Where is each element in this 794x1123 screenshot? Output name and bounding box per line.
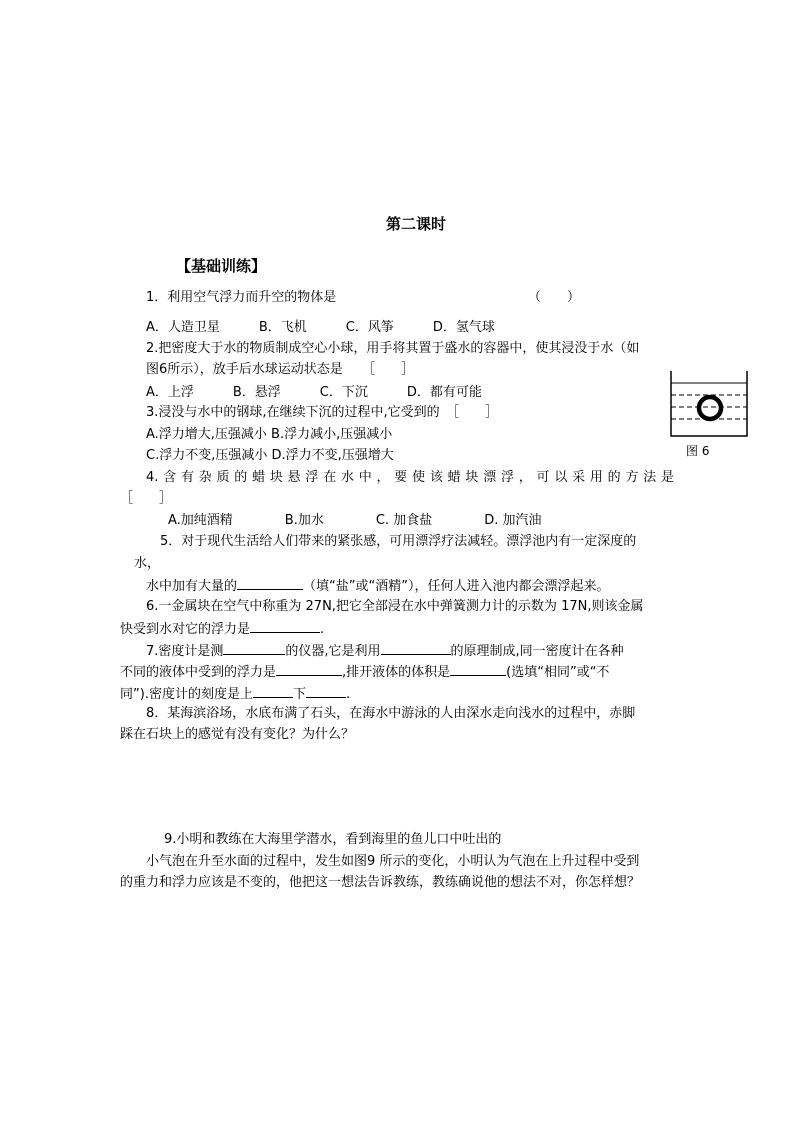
q5-line3: [146, 576, 609, 596]
q3-stem: 3.浸没与水中的钢球,在继续下沉的过程中,它受到的 ［ ］: [146, 405, 499, 420]
q5-line3-end: （填“盐”或“酒精”），任何人进入池内都会漂浮起来。: [303, 579, 610, 594]
q7-line3-part1: 同”).密度计的刻度是上: [120, 687, 253, 702]
q7-line3-part3: .: [345, 687, 351, 702]
q2-options: A．上浮 B．悬浮 C．下沉 D．都有可能: [146, 385, 482, 400]
q5-line3-start: 水中加有大量的: [146, 579, 238, 594]
q9-line1: 9.小明和教练在大海里学潜水，看到海里的鱼儿口中吐出的: [164, 832, 502, 847]
q6-line1: 6.一金属块在空气中称重为 27N,把它全部浸在水中弹簧测力计的示数为 17N,则该金属: [146, 599, 644, 614]
figure-6-caption: 图 6: [686, 444, 710, 458]
q7-line2: [120, 662, 609, 682]
q7-line2-part2: ,排开液体的体积是: [342, 665, 451, 680]
q1-options: A．人造卫星 B．飞机 C．风筝 D．氢气球: [146, 320, 495, 335]
q6-answer-blank[interactable]: [250, 619, 320, 633]
q2-line2: 图6所示），放手后水球运动状态是 ［ ］: [146, 362, 415, 377]
q7-line1: [146, 641, 624, 661]
q7-blank-3[interactable]: [276, 662, 342, 676]
q6-line2-end: .: [320, 622, 325, 637]
q8-line2: 踩在石块上的感觉有没有变化？为什么？: [120, 727, 355, 742]
q7-line1-part3: 的原理制成,同一密度计在各种: [450, 644, 624, 659]
q8-line1: 8．某海滨浴场，水底布满了石头，在海水中游泳的人由深水走向浅水的过程中，赤脚: [146, 706, 636, 721]
q6-line2: [120, 619, 324, 639]
q3-options-ab: A.浮力增大,压强减小 B.浮力减小,压强减小: [146, 427, 393, 442]
q7-line1-part2: 的仪器,它是利用: [285, 644, 381, 659]
q1-stem: 1．利用空气浮力而升空的物体是: [146, 290, 337, 305]
q9-line2: 小气泡在升至水面的过程中，发生如图9 所示的变化，小明认为气泡在上升过程中受到: [146, 854, 640, 869]
q7-blank-6[interactable]: [306, 684, 346, 698]
q7-blank-5[interactable]: [253, 684, 293, 698]
section-heading: 【基础训练】: [176, 257, 267, 275]
q5-line1: 5．对于现代生活给人们带来的紧张感，可用漂浮疗法减轻。漂浮池内有一定深度的: [160, 534, 637, 549]
q7-line2-part1: 不同的液体中受到的浮力是: [120, 665, 277, 680]
q9-line3: 的重力和浮力应该是不变的，他把这一想法告诉教练，教练确说他的想法不对，你怎样想？: [120, 875, 641, 890]
q4-options: A.加纯酒精 B.加水 C. 加食盐 D. 加汽油: [168, 513, 542, 528]
q7-line1-part1: 7.密度计是测: [146, 644, 224, 659]
hollow-ball: [699, 397, 721, 419]
page-title: 第二课时: [386, 215, 447, 233]
q7-line2-part3: (选填“相同”或“不: [506, 665, 610, 680]
q5-line2: 水，: [134, 556, 161, 571]
q7-blank-4[interactable]: [450, 662, 506, 676]
container-outline: [671, 371, 747, 436]
q7-blank-2[interactable]: [381, 641, 451, 655]
figure-6-container-diagram: [670, 371, 750, 459]
q4-line2: ［ ］: [120, 491, 173, 506]
q7-line3-part2: 下: [292, 687, 306, 702]
q1-bracket: （ ）: [528, 290, 581, 305]
q4-line1: 4.含有杂质的蜡块悬浮在水中，要使该蜡块漂浮，可以采用的方法是: [146, 470, 674, 485]
q6-line2-start: 快受到水对它的浮力是: [120, 622, 251, 637]
q5-answer-blank[interactable]: [237, 576, 303, 590]
q2-line1: 2.把密度大于水的物质制成空心小球，用手将其置于盛水的容器中，使其浸没于水（如: [146, 341, 640, 356]
q3-options-cd: C.浮力不变,压强减小 D.浮力不变,压强增大: [146, 448, 394, 463]
q7-line3: [120, 684, 350, 704]
q7-blank-1[interactable]: [223, 641, 285, 655]
